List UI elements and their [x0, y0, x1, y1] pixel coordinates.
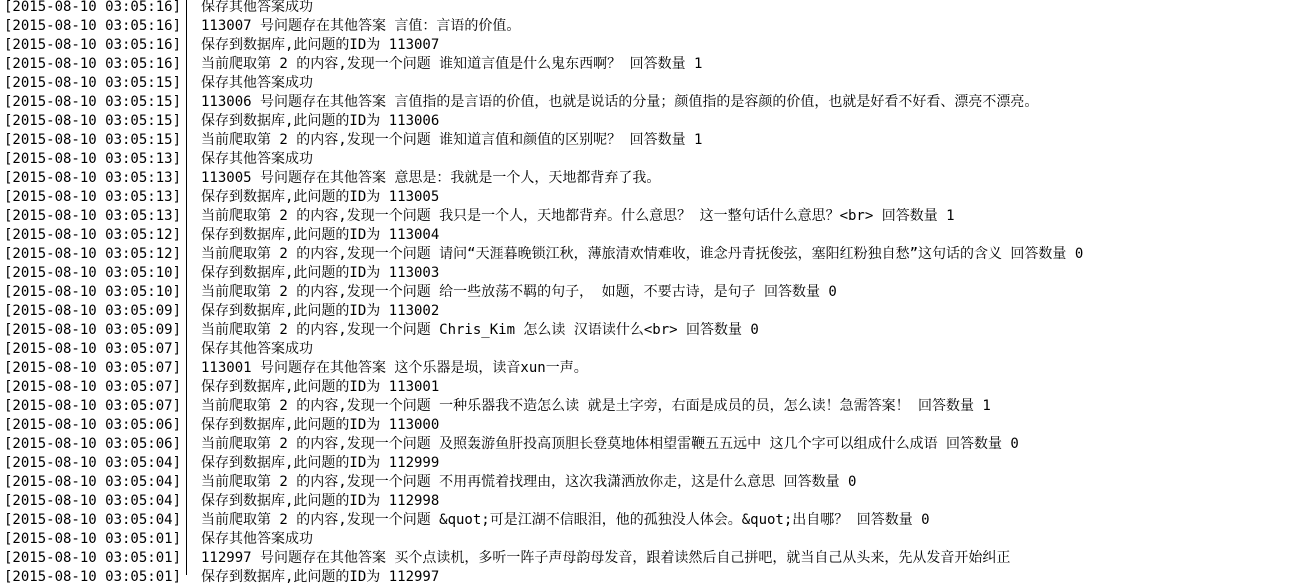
- log-message: 保存到数据库,此问题的ID为 113004: [201, 227, 440, 243]
- log-message: 当前爬取第 2 的内容,发现一个问题 我只是一个人，天地都背弃。什么意思？ 这一整句话什么意思？<br> 回答数量 1: [201, 208, 955, 224]
- log-message: 保存到数据库,此问题的ID为 113007: [201, 37, 440, 53]
- log-line: [0, 55, 1294, 74]
- log-timestamp: [2015-08-10 03:05:13]: [4, 151, 182, 167]
- log-timestamp: [2015-08-10 03:05:04]: [4, 474, 182, 490]
- log-message: 保存到数据库,此问题的ID为 113003: [201, 265, 440, 281]
- log-line: [0, 549, 1294, 568]
- log-timestamp: [2015-08-10 03:05:15]: [4, 113, 182, 129]
- log-line: [0, 169, 1294, 188]
- log-timestamp: [2015-08-10 03:05:07]: [4, 341, 182, 357]
- log-message: 当前爬取第 2 的内容,发现一个问题 谁知道言值和颜值的区别呢？ 回答数量 1: [201, 132, 703, 148]
- log-line: [0, 321, 1294, 340]
- log-message: 当前爬取第 2 的内容,发现一个问题 Chris_Kim 怎么读 汉语读什么<br> 回答数量 0: [201, 322, 759, 338]
- log-timestamp: [2015-08-10 03:05:13]: [4, 189, 182, 205]
- log-line: [0, 112, 1294, 131]
- log-message: 保存到数据库,此问题的ID为 112997: [201, 569, 440, 585]
- log-line: [0, 131, 1294, 150]
- log-timestamp: [2015-08-10 03:05:10]: [4, 265, 182, 281]
- log-line: [0, 473, 1294, 492]
- log-timestamp: [2015-08-10 03:05:01]: [4, 569, 182, 585]
- log-message: 当前爬取第 2 的内容,发现一个问题 请问“天涯暮晚锁江秋，薄旅清欢情难收，谁念丹青抚俊弦，塞阳红粉独自愁”这句话的含义 回答数量 0: [201, 246, 1084, 262]
- log-message: 保存到数据库,此问题的ID为 112998: [201, 493, 440, 509]
- log-message: 保存其他答案成功: [201, 341, 313, 357]
- log-timestamp: [2015-08-10 03:05:12]: [4, 227, 182, 243]
- log-timestamp: [2015-08-10 03:05:16]: [4, 0, 182, 15]
- log-line: [0, 340, 1294, 359]
- log-timestamp: [2015-08-10 03:05:12]: [4, 246, 182, 262]
- log-line: [0, 492, 1294, 511]
- log-line: [0, 226, 1294, 245]
- log-line: [0, 93, 1294, 112]
- log-line: [0, 0, 1294, 17]
- log-timestamp: [2015-08-10 03:05:10]: [4, 284, 182, 300]
- log-timestamp: [2015-08-10 03:05:07]: [4, 360, 182, 376]
- log-message: 113006 号问题存在其他答案 言值指的是言语的价值，也就是说话的分量；颜值指的是容颜的价值，也就是好看不好看、漂亮不漂亮。: [201, 94, 1039, 110]
- log-timestamp: [2015-08-10 03:05:06]: [4, 417, 182, 433]
- log-message: 保存到数据库,此问题的ID为 113000: [201, 417, 440, 433]
- log-timestamp: [2015-08-10 03:05:13]: [4, 170, 182, 186]
- log-line: [0, 530, 1294, 549]
- log-message: 113001 号问题存在其他答案 这个乐器是埙，读音xun一声。: [201, 360, 588, 376]
- log-message: 保存到数据库,此问题的ID为 113002: [201, 303, 440, 319]
- log-message: 当前爬取第 2 的内容,发现一个问题 及照轰游鱼肝投高顶胆长登莫地体相望雷鞭五五远中 这几个字可以组成什么成语 回答数量 0: [201, 436, 1019, 452]
- log-line: [0, 17, 1294, 36]
- log-line: [0, 36, 1294, 55]
- log-timestamp: [2015-08-10 03:05:01]: [4, 550, 182, 566]
- log-timestamp: [2015-08-10 03:05:16]: [4, 18, 182, 34]
- log-message: 当前爬取第 2 的内容,发现一个问题 谁知道言值是什么鬼东西啊？ 回答数量 1: [201, 56, 703, 72]
- log-timestamp: [2015-08-10 03:05:04]: [4, 455, 182, 471]
- log-message: 113005 号问题存在其他答案 意思是：我就是一个人，天地都背弃了我。: [201, 170, 661, 186]
- log-timestamp: [2015-08-10 03:05:09]: [4, 322, 182, 338]
- log-timestamp: [2015-08-10 03:05:04]: [4, 512, 182, 528]
- log-timestamp: [2015-08-10 03:05:07]: [4, 379, 182, 395]
- log-timestamp: [2015-08-10 03:05:09]: [4, 303, 182, 319]
- log-message: 保存到数据库,此问题的ID为 113005: [201, 189, 440, 205]
- log-timestamp: [2015-08-10 03:05:15]: [4, 94, 182, 110]
- log-line: [0, 74, 1294, 93]
- log-timestamp: [2015-08-10 03:05:01]: [4, 531, 182, 547]
- log-line: [0, 207, 1294, 226]
- log-message: 112997 号问题存在其他答案 买个点读机，多听一阵子声母韵母发音，跟着读然后自己拼吧，就当自己从头来，先从发音开始纠正: [201, 550, 1011, 566]
- log-line: [0, 378, 1294, 397]
- log-line: [0, 245, 1294, 264]
- log-line: [0, 283, 1294, 302]
- log-line: [0, 359, 1294, 378]
- log-timestamp: [2015-08-10 03:05:07]: [4, 398, 182, 414]
- log-timestamp: [2015-08-10 03:05:16]: [4, 37, 182, 53]
- log-line: [0, 302, 1294, 321]
- log-message: 保存到数据库,此问题的ID为 113001: [201, 379, 440, 395]
- log-message: 当前爬取第 2 的内容,发现一个问题 不用再慌着找理由，这次我潇洒放你走，这是什么意思 回答数量 0: [201, 474, 857, 490]
- log-message: 保存其他答案成功: [201, 151, 313, 167]
- log-timestamp: [2015-08-10 03:05:13]: [4, 208, 182, 224]
- log-line: [0, 264, 1294, 283]
- log-message: 当前爬取第 2 的内容,发现一个问题 给一些放荡不羁的句子， 如题，不要古诗，是句子 回答数量 0: [201, 284, 837, 300]
- log-message: 保存其他答案成功: [201, 75, 313, 91]
- log-timestamp: [2015-08-10 03:05:06]: [4, 436, 182, 452]
- log-message: 保存到数据库,此问题的ID为 112999: [201, 455, 440, 471]
- log-timestamp: [2015-08-10 03:05:16]: [4, 56, 182, 72]
- log-timestamp: [2015-08-10 03:05:04]: [4, 493, 182, 509]
- log-message: 保存到数据库,此问题的ID为 113006: [201, 113, 440, 129]
- log-line: [0, 397, 1294, 416]
- log-message: 当前爬取第 2 的内容,发现一个问题 &quot;可是江湖不信眼泪，他的孤独没人体会。&quot;出自哪？ 回答数量 0: [201, 512, 930, 528]
- log-line: [0, 188, 1294, 207]
- log-line: [0, 416, 1294, 435]
- log-line: [0, 150, 1294, 169]
- log-message: 113007 号问题存在其他答案 言值：言语的价值。: [201, 18, 521, 34]
- log-line: [0, 511, 1294, 530]
- log-message: 保存其他答案成功: [201, 531, 313, 547]
- log-message: 保存其他答案成功: [201, 0, 313, 15]
- log-line: [0, 435, 1294, 454]
- log-message: 当前爬取第 2 的内容,发现一个问题 一种乐器我不造怎么读 就是土字旁，右面是成员的员，怎么读！急需答案！ 回答数量 1: [201, 398, 991, 414]
- log-timestamp: [2015-08-10 03:05:15]: [4, 75, 182, 91]
- log-line: [0, 454, 1294, 473]
- log-timestamp: [2015-08-10 03:05:15]: [4, 132, 182, 148]
- log-line: [0, 568, 1294, 587]
